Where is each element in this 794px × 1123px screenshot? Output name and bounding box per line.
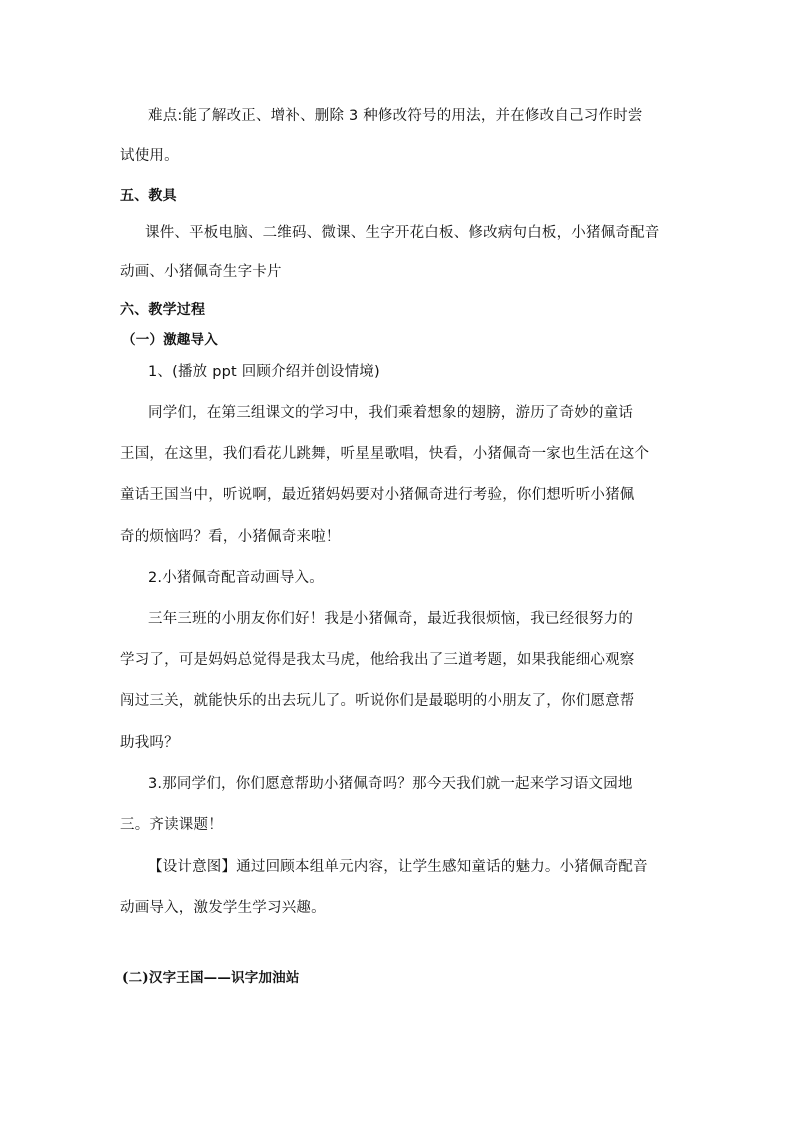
paragraph-teaching-aids-line-2: 动画、小猪佩奇生字卡片 xyxy=(120,264,282,280)
paragraph-peppa-line-4: 助我吗？ xyxy=(120,735,179,751)
subsection-heading-introduction: （一）激趣导入 xyxy=(122,332,218,348)
paragraph-story-line-2: 王国，在这里，我们看花儿跳舞，听星星歌唱，快看，小猪佩奇一家也生活在这个 xyxy=(120,446,650,462)
design-intent-line-1: 【设计意图】通过回顾本组单元内容，让学生感知童话的魅力。小猪佩奇配音 xyxy=(148,859,648,875)
paragraph-peppa-line-1: 三年三班的小朋友你们好！我是小猪佩奇，最近我很烦恼，我已经很努力的 xyxy=(148,611,634,627)
paragraph-story-line-4: 奇的烦恼吗？看，小猪佩奇来啦！ xyxy=(120,529,341,545)
step-one-line: 1、(播放 ppt 回顾介绍并创设情境) xyxy=(148,364,380,380)
section-heading-teaching-process: 六、教学过程 xyxy=(120,302,206,318)
subsection-heading-character-station: (二)汉字王国——识字加油站 xyxy=(122,970,300,986)
paragraph-story-line-1: 同学们，在第三组课文的学习中，我们乘着想象的翅膀，游历了奇妙的童话 xyxy=(148,405,634,421)
step-two-line: 2.小猪佩奇配音动画导入。 xyxy=(148,570,324,586)
step-three-line-2: 三。齐读课题！ xyxy=(120,817,223,833)
paragraph-peppa-line-2: 学习了，可是妈妈总觉得是我太马虎，他给我出了三道考题，如果我能细心观察 xyxy=(120,652,635,668)
paragraph-difficulty-line-1: 难点:能了解改正、增补、删除 3 种修改符号的用法，并在修改自己习作时尝 xyxy=(148,108,643,124)
design-intent-line-2: 动画导入，激发学生学习兴趣。 xyxy=(120,900,326,916)
section-heading-teaching-aids: 五、教具 xyxy=(120,188,177,204)
step-three-line-1: 3.那同学们，你们愿意帮助小猪佩奇吗？那今天我们就一起来学习语文园地 xyxy=(148,776,633,792)
paragraph-difficulty-line-2: 试使用。 xyxy=(120,148,179,164)
paragraph-story-line-3: 童话王国当中，听说啊，最近猪妈妈要对小猪佩奇进行考验，你们想听听小猪佩 xyxy=(120,487,635,503)
paragraph-teaching-aids-line-1: 课件、平板电脑、二维码、微课、生字开花白板、修改病句白板，小猪佩奇配音 xyxy=(145,225,660,241)
paragraph-peppa-line-3: 闯过三关，就能快乐的出去玩儿了。听说你们是最聪明的小朋友了，你们愿意帮 xyxy=(120,693,635,709)
